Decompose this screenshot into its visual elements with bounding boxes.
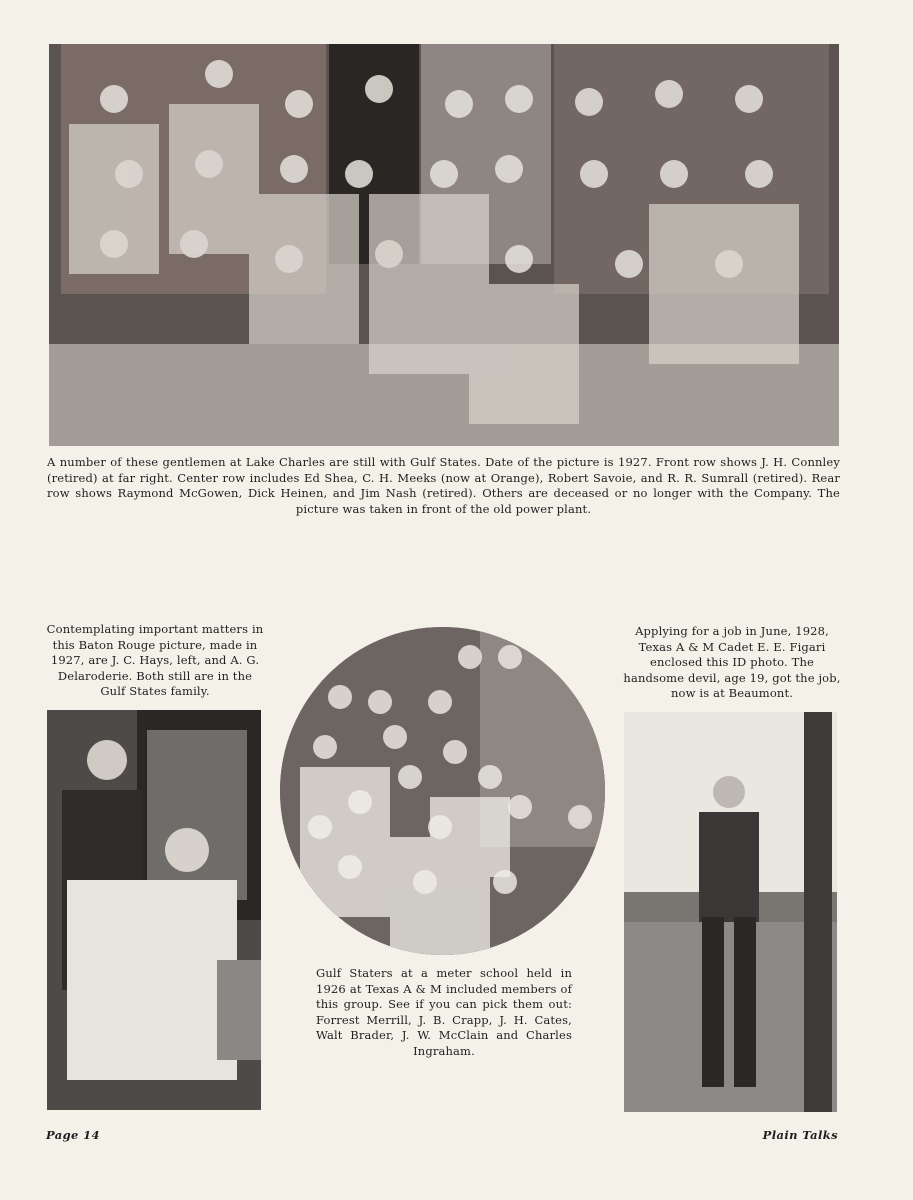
publication-name: Plain Talks (762, 1128, 838, 1142)
meter-school-image (280, 627, 605, 955)
lake-charles-group-photo (49, 44, 839, 446)
cadet-photo (624, 712, 837, 1112)
baton-rouge-photo (47, 710, 261, 1110)
meter-school-caption: Gulf Staters at a meter school held in 1926 at Texas A & M included members of this group. See if you can pick them out: Forrest Merrill, J. B. Crapp, J. H. Cates, Walt Brader, J. W. McClain and Charles Ingraham. (316, 966, 572, 1058)
lake-charles-group-image (49, 44, 839, 446)
page-number: Page 14 (46, 1128, 100, 1142)
baton-rouge-caption: Contemplating important matters in this Baton Rouge picture, made in 1927, are J. C. Hays, left, and A. G. Delaroderie. Both still are in the Gulf States family. (46, 622, 264, 698)
meter-school-circle-photo (280, 627, 605, 955)
cadet-caption: Applying for a job in June, 1928, Texas A & M Cadet E. E. Figari enclosed this ID photo. The handsome devil, age 19, got the job, now is at Beaumont. (623, 624, 841, 700)
cadet-image (624, 712, 837, 1112)
baton-rouge-image (47, 710, 261, 1110)
lake-charles-caption: A number of these gentlemen at Lake Charles are still with Gulf States. Date of the picture is 1927. Front row shows J. H. Connley (retired) at far right. Center row includes Ed Shea, C. H. Meeks (now at Orange), Robert Savoie, and R. R. Sumrall (retired). Rear row shows Raymond McGowen, Dick Heinen, and Jim Nash (retired). Others are deceased or no longer with the Company. The picture was taken in front of the old power plant. (47, 455, 840, 516)
